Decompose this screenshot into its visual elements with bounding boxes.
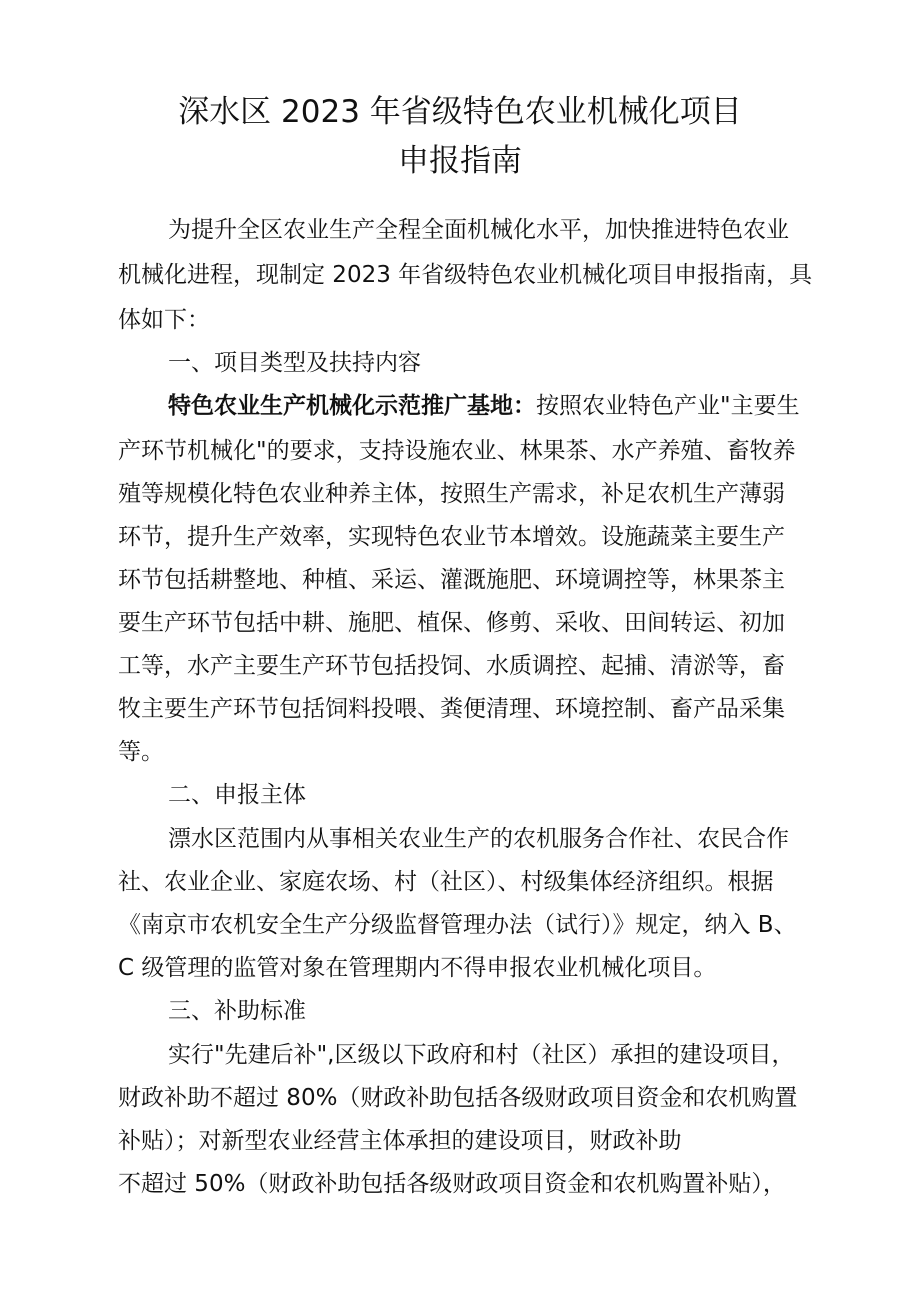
- section-3-line: 补贴）；对新型农业经营主体承担的建设项目，财政补助: [118, 1128, 682, 1154]
- section-2-line: 漂水区范围内从事相关农业生产的农机服务合作社、农民合作: [168, 826, 789, 852]
- section-2-line: C 级管理的监管对象在管理期内不得申报农业机械化项目。: [118, 955, 717, 981]
- document-title-line-2: 申报指南: [398, 143, 522, 179]
- section-1-line: 环节，提升生产效率，实现特色农业节本增效。设施蔬菜主要生产: [118, 524, 785, 550]
- section-2-heading: 二、申报主体: [168, 782, 306, 808]
- section-3-heading: 三、补助标准: [168, 998, 306, 1024]
- section-1-line: 要生产环节包括中耕、施肥、植保、修剪、采收、田间转运、初加: [118, 610, 785, 636]
- section-2-line: 《南京市农机安全生产分级监督管理办法（试行）》规定，纳入 B、: [118, 912, 797, 938]
- section-1-line: 等。: [118, 739, 164, 765]
- section-3-line: 财政补助不超过 80%（财政补助包括各级财政项目资金和农机购置: [118, 1085, 798, 1111]
- section-1-lead: [168, 391, 800, 421]
- section-1-line: 殖等规模化特色农业种养主体，按照生产需求，补足农机生产薄弱: [118, 481, 785, 507]
- intro-line-2: 机械化进程，现制定 2023 年省级特色农业机械化项目申报指南，具: [118, 262, 813, 288]
- section-1-lead-bold: 特色农业生产机械化示范推广基地：: [168, 393, 536, 419]
- document-title-line-1: 深水区 2023 年省级特色农业机械化项目: [178, 94, 742, 130]
- section-1-line: 产环节机械化"的要求，支持设施农业、林果茶、水产养殖、畜牧养: [118, 438, 796, 464]
- intro-line-3: 体如下：: [118, 307, 210, 333]
- section-3-line: 不超过 50%（财政补助包括各级财政项目资金和农机购置补贴），: [118, 1171, 786, 1197]
- section-3-line: 实行"先建后补",区级以下政府和村（社区）承担的建设项目，: [168, 1042, 795, 1068]
- section-1-line: 牧主要生产环节包括饲料投喂、粪便清理、环境控制、畜产品采集: [118, 696, 785, 722]
- section-1-lead-rest: 按照农业特色产业"主要生: [536, 393, 800, 419]
- intro-line-1: 为提升全区农业生产全程全面机械化水平，加快推进特色农业: [168, 217, 789, 243]
- section-1-heading: 一、项目类型及扶持内容: [168, 350, 421, 376]
- section-1-line: 工等，水产主要生产环节包括投饲、水质调控、起捕、清淤等，畜: [118, 653, 785, 679]
- section-1-line: 环节包括耕整地、种植、采运、灌溉施肥、环境调控等，林果茶主: [118, 567, 785, 593]
- section-2-line: 社、农业企业、家庭农场、村（社区）、村级集体经济组织。根据: [118, 869, 774, 895]
